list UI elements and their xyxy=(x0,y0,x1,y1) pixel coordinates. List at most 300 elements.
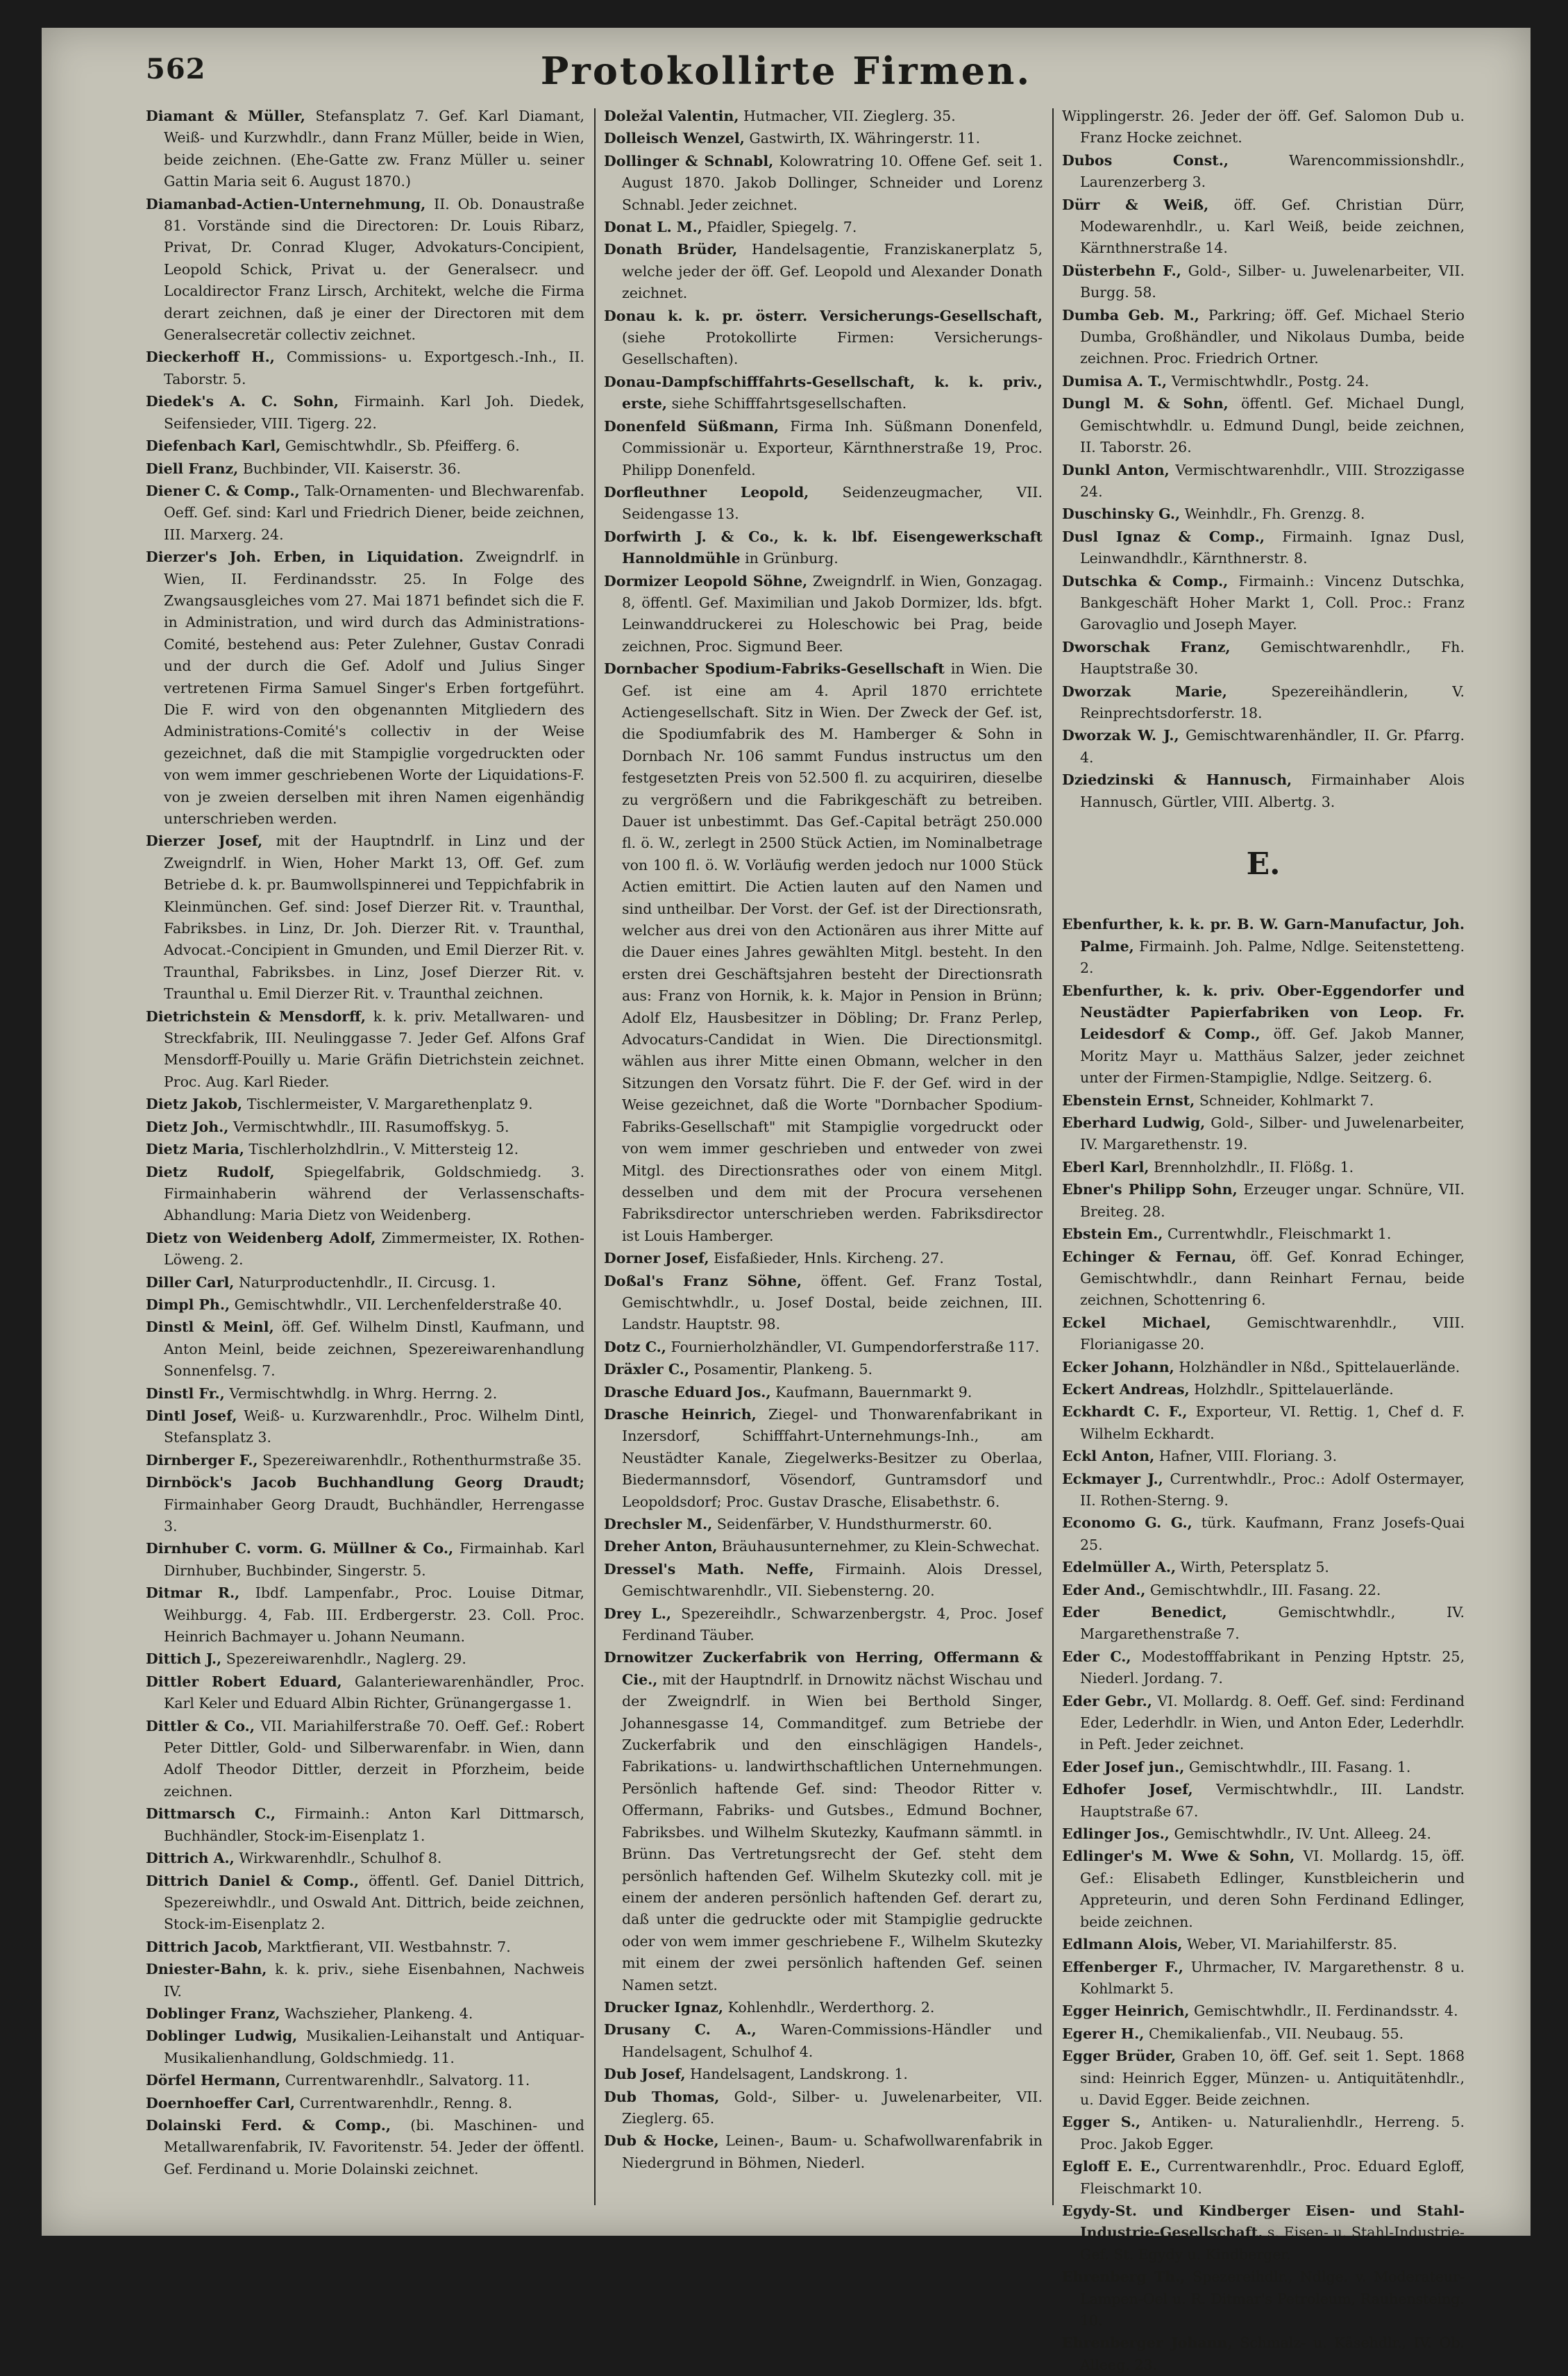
firm-name: Dieckerhoff H., xyxy=(146,349,275,366)
firm-entry xyxy=(1062,2111,1465,2155)
firm-details: Gemischtwhdlr., III. Fasang. 1. xyxy=(1188,1758,1411,1775)
firm-details: (siehe Protokollirte Firmen: Versicherungs-Gesellschaften). xyxy=(622,329,1043,368)
firm-details: Commissions- u. Exportgesch.-Inh., II. Taborstr. 5. xyxy=(164,349,584,387)
firm-details: öffentl. Gef. Daniel Dittrich, Spezereiwhdlr., und Oswald Ant. Dittrich, beide zeichnen, Stock-im-Eisenplatz 2. xyxy=(164,1872,584,1933)
firm-name: Doernhoeffer Carl, xyxy=(146,2094,295,2111)
firm-name: Diedek's A. C. Sohn, xyxy=(146,393,339,410)
firm-details: Warencommissionshdlr., Laurenzerberg 3. xyxy=(1080,151,1465,191)
column-right xyxy=(1062,106,1465,2373)
firm-entry xyxy=(1062,914,1465,979)
firm-details: Gemischtwhdlr., IV. Margarethenstraße 7. xyxy=(1080,1604,1465,1643)
firm-details: Currentwarenhdlr., Salvatorg. 11. xyxy=(285,2072,530,2089)
firm-name: Eckl Anton, xyxy=(1062,1448,1155,1465)
firm-name: Doblinger Franz, xyxy=(146,2005,280,2022)
firm-entry xyxy=(1062,1779,1465,1823)
firm-name: Dittrich Jacob, xyxy=(146,1938,263,1955)
firm-entry xyxy=(1062,1580,1465,1601)
firm-details: VI. Mollardg. 8. Oeff. Gef. sind: Ferdinand Eder, Lederhdlr. in Wien, und Anton Eder, Lederhdlr. in Peft. Jeder zeichnet. xyxy=(1080,1692,1465,1753)
firm-details: Holzhdlr., Spittelauerlände. xyxy=(1194,1380,1394,1398)
firm-details: Gold-, Silber- u. Juwelenarbeiter, VII. Burgg. 58. xyxy=(1080,262,1465,301)
firm-name: Eckmayer J., xyxy=(1062,1470,1163,1487)
firm-name: Dietz von Weidenberg Adolf, xyxy=(146,1229,376,1246)
firm-name: Dub Thomas, xyxy=(604,2088,720,2105)
firm-name: Ditmar R., xyxy=(146,1584,240,1602)
firm-entry xyxy=(604,2019,1043,2063)
firm-details: Vermischtwarenhdlr., VIII. Strozzigasse 24. xyxy=(1080,461,1465,500)
firm-name: Edlmann Alois, xyxy=(1062,1936,1183,1953)
firm-entry xyxy=(1062,503,1465,525)
firm-name: Dietz Maria, xyxy=(146,1141,244,1158)
firm-name: Drasche Heinrich, xyxy=(604,1405,757,1423)
firm-entry xyxy=(146,480,584,546)
firm-entry xyxy=(604,658,1043,1247)
firm-details: Chemikalienfab., VII. Neubaug. 55. xyxy=(1148,2025,1404,2042)
firm-entry xyxy=(146,1959,584,2002)
firm-name: Dornbacher Spodium-Fabriks-Gesellschaft xyxy=(604,660,945,678)
firm-details: Hutmacher, VII. Zieglerg. 35. xyxy=(743,108,956,124)
firm-entry xyxy=(604,371,1043,415)
firm-entry xyxy=(1062,393,1465,458)
firm-entry xyxy=(1062,1446,1465,1467)
firm-details: Antiken- u. Naturalienhdlr., Herreng. 5. Proc. Jakob Egger. xyxy=(1080,2114,1465,2152)
firm-details: Firmainh. Karl Joh. Diedek, Seifensieder, VIII. Tigerg. 22. xyxy=(164,393,584,432)
firm-details: Gold-, Silber- und Juwelenarbeiter, IV. Margarethenstr. 19. xyxy=(1080,1114,1465,1153)
firm-details: s. Eisen- u. Stahl-Industrie-Gef. St. Egydy u. Kindberger. xyxy=(1080,2224,1465,2263)
firm-entry xyxy=(1062,460,1465,503)
firm-entry xyxy=(146,346,584,390)
firm-details: öff. Gef. Jakob Manner, Moritz Mayr u. Matthäus Salzer, jeder zeichnet unter der Firmen-Stampiglie, Ndlge. Seitzerg. 6. xyxy=(1080,1026,1465,1087)
firm-name: Dierzer's Joh. Erben, in Liquidation. xyxy=(146,549,464,566)
firm-details: Handelsagent, Landskrong. 1. xyxy=(690,2066,908,2083)
firm-entry xyxy=(1062,2200,1465,2266)
firm-name: Dotz C., xyxy=(604,1338,666,1355)
firm-entry xyxy=(146,1383,584,1405)
firm-details: Gemischtwhdlr., VII. Lerchenfelderstraße 40. xyxy=(234,1296,562,1313)
firm-name: Dorfleuthner Leopold, xyxy=(604,483,809,501)
firm-name: Ecker Johann, xyxy=(1062,1358,1174,1375)
firm-name: Eder C., xyxy=(1062,1648,1131,1665)
firm-name: Diener C. & Comp., xyxy=(146,482,300,499)
firm-details: Naturproductenhdlr., II. Circusg. 1. xyxy=(238,1273,496,1291)
firm-entry xyxy=(1062,2266,1465,2332)
firm-entry xyxy=(1062,1934,1465,1955)
firm-entry xyxy=(146,1716,584,1803)
firm-entry xyxy=(1062,526,1465,570)
firm-entry xyxy=(604,2130,1043,2174)
firm-details: Seidenzeugmacher, VII. Seidengasse 13. xyxy=(622,483,1043,523)
firm-entry xyxy=(146,1294,584,1316)
firm-details: Weiß- u. Kurzwarenhdlr., Proc. Wilhelm Dintl, Stefansplatz 3. xyxy=(164,1407,584,1446)
column-middle xyxy=(604,106,1043,2209)
firm-entry xyxy=(1062,371,1465,392)
firm-entry xyxy=(604,306,1043,371)
firm-name: Dittrich A., xyxy=(146,1850,235,1867)
firm-details: II. Ob. Donaustraße 81. Vorstände sind die Directoren: Dr. Louis Ribarz, Privat, Dr. Conrad Kluger, Advokaturs-Concipient, Leopold Schick, Privat u. der Generalsecr. und Localdirector Franz Lirsch, Architekt, welche die Firma derart zeichnen, daß je einer der Directoren mit dem Generalsecretär collectiv zeichnet. xyxy=(164,195,584,344)
firm-name: Eckert Andreas, xyxy=(1062,1380,1190,1398)
column-left xyxy=(146,106,584,2209)
firm-name: Donath Brüder, xyxy=(604,241,738,258)
firm-details: Talk-Ornamenten- und Blechwarenfab. Oeff. Gef. sind: Karl und Friedrich Diener, beide zeichnen, III. Marxerg. 24. xyxy=(164,482,584,543)
firm-entry xyxy=(1062,1179,1465,1223)
firm-entry xyxy=(146,1116,584,1138)
firm-details: Kolowratring 10. Offene Gef. seit 1. August 1870. Jakob Dollinger, Schneider und Lorenz Schnabl. Jeder zeichnet. xyxy=(622,152,1043,213)
firm-entry xyxy=(1062,1823,1465,1845)
firm-details: Bräuhausunternehmer, zu Klein-Schwechat. xyxy=(722,1538,1040,1555)
firm-name: Dirnböck's Jacob Buchhandlung Georg Draudt; xyxy=(146,1474,584,1491)
firm-details: Pfaidler, Spiegelg. 7. xyxy=(707,219,857,236)
firm-name: Eder And., xyxy=(1062,1581,1146,1598)
firm-details: Kohlenhdlr., Werderthorg. 2. xyxy=(727,1998,935,2016)
firm-entry xyxy=(604,1647,1043,1996)
firm-name: Dietz Rudolf, xyxy=(146,1163,275,1180)
firm-details: Weber, VI. Mariahilferstr. 85. xyxy=(1187,1936,1397,1953)
firm-details: Firmainh. Joh. Palme, Ndlge. Seitenstetteng. 2. xyxy=(1080,937,1465,977)
firm-name: Dorner Josef, xyxy=(604,1250,709,1267)
firm-entry xyxy=(146,435,584,457)
firm-entry xyxy=(604,1997,1043,2018)
firm-details: Vermischtwhdlr., III. Rasumoffskyg. 5. xyxy=(233,1118,509,1135)
firm-details: Firmainhab. Karl Dirnhuber, Buchbinder, Singerstr. 5. xyxy=(164,1540,584,1579)
firm-name: Düsterbehn F., xyxy=(1062,262,1181,279)
firm-name: Dürr & Weiß, xyxy=(1062,196,1209,213)
firm-entry xyxy=(1062,725,1465,769)
firm-name: Drucker Ignaz, xyxy=(604,1998,724,2016)
firm-name: Ebenstein Ernst, xyxy=(1062,1091,1195,1109)
firm-details: Spezereihändlerin, V. Reinprechtsdorferstr. 18. xyxy=(1080,683,1465,721)
firm-details: Currentwarenhdlr., Proc. Eduard Egloff, Fleischmarkt 10. xyxy=(1080,2158,1465,2197)
firm-details: Gemischtwhdlr., Sb. Pfeifferg. 6. xyxy=(285,437,520,455)
firm-entry xyxy=(1062,1357,1465,1378)
firm-details: Gemischtwarenhändler, II. Gr. Pfarrg. 4. xyxy=(1080,727,1465,766)
firm-name: Egger S., xyxy=(1062,2114,1141,2131)
firm-entry xyxy=(146,830,584,1005)
firm-details: Vermischtwhdlr., III. Landstr. Hauptstraße 67. xyxy=(1080,1781,1465,1820)
firm-name: Dittich J., xyxy=(146,1650,222,1668)
firm-entry xyxy=(1062,1157,1465,1178)
firm-details: VII. Mariahilferstraße 70. Oeff. Gef.: Robert Peter Dittler, Gold- und Silberwarenfabr. in Wien, dann Adolf Theodor Dittler, derzeit in Pforzheim, beide zeichnen. xyxy=(164,1717,584,1800)
firm-entry xyxy=(1062,1602,1465,1646)
firm-name: Dungl M. & Sohn, xyxy=(1062,395,1229,412)
firm-entry xyxy=(146,391,584,435)
firm-details: VI. Mollardg. 15, öff. Gef.: Elisabeth Edlinger, Kunstbleicherin und Appreteurin, und deren Sohn Ferdinand Edlinger, beide zeichnen. xyxy=(1080,1848,1465,1930)
firm-name: Diamanbad-Actien-Unternehmung, xyxy=(146,195,426,212)
firm-entry xyxy=(604,2086,1043,2130)
firm-details: Marktfierant, VII. Westbahnstr. 7. xyxy=(267,1938,511,1955)
firm-details: Posamentir, Plankeng. 5. xyxy=(693,1361,873,1378)
directory-columns xyxy=(146,106,1465,2373)
firm-entry xyxy=(1062,2000,1465,2022)
firm-details: Tischlermeister, V. Margarethenplatz 9. xyxy=(246,1096,533,1113)
firm-name: Dworschak Franz, xyxy=(1062,638,1231,655)
firm-name: Dniester-Bahn, xyxy=(146,1961,267,1978)
firm-details: Schneider, Kohlmarkt 7. xyxy=(1199,1091,1374,1109)
firm-details: Gold-, Silber- u. Juwelenarbeiter, VII. Zieglerg. 65. xyxy=(622,2088,1043,2127)
column-divider xyxy=(1052,108,1054,2205)
column-divider xyxy=(594,108,596,2205)
firm-name: Dittmarsch C., xyxy=(146,1805,276,1823)
firm-details: Vermischtwhdlr., Postg. 24. xyxy=(1171,372,1369,390)
firm-entry xyxy=(604,1559,1043,1603)
firm-details: (bi. Maschinen- und Metallwarenfabrik, IV. Favoritenstr. 54. Jeder der öffentl. Gef. Ferdinand u. Morie Dolainski zeichnet. xyxy=(164,2116,584,2177)
firm-name: Doležal Valentin, xyxy=(604,108,739,124)
firm-entry xyxy=(604,1536,1043,1557)
firm-name: Dirnberger F., xyxy=(146,1451,258,1469)
firm-name: Dressel's Math. Neffe, xyxy=(604,1560,814,1578)
firm-name: Eder Gebr., xyxy=(1062,1692,1152,1709)
firm-details: Handelsagentie, Franziskanerplatz 5, welche jeder der öff. Gef. Leopold und Alexander Donath zeichnet. xyxy=(622,241,1043,302)
firm-name: Dub & Hocke, xyxy=(604,2132,719,2150)
firm-details: Spezereiwarenhdlr., Naglerg. 29. xyxy=(226,1650,466,1668)
firm-name: Duschinsky G., xyxy=(1062,505,1181,523)
firm-name: Donat L. M., xyxy=(604,219,702,236)
firm-name: Dub Josef, xyxy=(604,2066,686,2083)
firm-entry xyxy=(1062,1846,1465,1933)
firm-details: Holzhändler in Nßd., Spittelauerlände. xyxy=(1179,1358,1460,1375)
firm-entry xyxy=(146,2070,584,2091)
page-title: Protokollirte Firmen. xyxy=(540,49,1032,93)
firm-details: Currentwhdlr., Fleischmarkt 1. xyxy=(1167,1225,1392,1243)
firm-entry xyxy=(1062,150,1465,194)
firm-name: Dittrich Daniel & Comp., xyxy=(146,1872,360,1889)
firm-details: Exporteur, VI. Rettig. 1, Chef d. F. Wilhelm Eckhardt. xyxy=(1080,1403,1465,1442)
firm-entry xyxy=(604,106,1043,127)
firm-entry xyxy=(1062,1557,1465,1578)
firm-name: Egger Brüder, xyxy=(1062,2048,1177,2065)
firm-entry xyxy=(146,2003,584,2025)
firm-name: Dittler & Co., xyxy=(146,1717,255,1734)
firm-name: Echinger & Fernau, xyxy=(1062,1248,1237,1265)
firm-details: Wirth, Petersplatz 5. xyxy=(1180,1559,1329,1576)
firm-entry xyxy=(1062,980,1465,1089)
firm-details: Firmainh. Ignaz Dusl, Leinwandhdlr., Kärnthnerstr. 8. xyxy=(1080,528,1465,567)
firm-name: Dintl Josef, xyxy=(146,1407,237,1424)
firm-details: Firmainhaber Alois Hannusch, Gürtler, VIII. Albertg. 3. xyxy=(1080,771,1465,810)
firm-details: Firmainh. Alois Dressel, Gemischtwarenhdlr., VII. Siebensterng. 20. xyxy=(622,1560,1043,1600)
firm-name: Dittler Robert Eduard, xyxy=(146,1673,342,1690)
firm-entry xyxy=(146,1803,584,1847)
firm-name: Effenberger F., xyxy=(1062,1958,1183,1975)
firm-entry xyxy=(1062,681,1465,725)
firm-entry xyxy=(146,1582,584,1648)
firm-name: Dräxler C., xyxy=(604,1361,690,1378)
firm-entry xyxy=(604,1248,1043,1269)
firm-entry xyxy=(1062,2023,1465,2045)
firm-name: Eder Benedict, xyxy=(1062,1604,1227,1621)
firm-entry xyxy=(604,1514,1043,1535)
firm-name: Doblinger Ludwig, xyxy=(146,2027,298,2045)
firm-name: Egydy-St. und Kindberger Eisen- und Stahl-Industrie-Gesellschaft, xyxy=(1062,2202,1465,2241)
firm-entry xyxy=(604,1271,1043,1336)
firm-details: Hafner, VIII. Floriang. 3. xyxy=(1158,1448,1338,1465)
firm-name: Dietz Jakob, xyxy=(146,1096,243,1113)
firm-details: Seidenfärber, V. Hundsthurmerstr. 60. xyxy=(716,1516,993,1532)
firm-entry xyxy=(604,217,1043,238)
firm-entry xyxy=(604,482,1043,526)
firm-entry xyxy=(1062,2156,1465,2200)
firm-name: Dolainski Ferd. & Comp., xyxy=(146,2116,391,2134)
firm-details: Wipplingerstr. 26. Jeder der öff. Gef. Salomon Dub u. Franz Hocke zeichnet. xyxy=(1062,108,1465,147)
firm-entry xyxy=(604,1404,1043,1513)
firm-details: Brennholzhdlr., II. Flößg. 1. xyxy=(1154,1158,1354,1176)
firm-details: Gastwirth, IX. Währingerstr. 11. xyxy=(749,130,981,147)
firm-entry xyxy=(604,151,1043,216)
firm-details: Fournierholzhändler, VI. Gumpendorferstraße 117. xyxy=(671,1338,1040,1355)
section-letter-heading: E. xyxy=(1246,846,1281,882)
firm-name: Edelmüller A., xyxy=(1062,1559,1177,1576)
firm-name: Doßal's Franz Söhne, xyxy=(604,1272,802,1289)
firm-entry xyxy=(1062,2045,1465,2111)
firm-name: Ehrenberg Th., xyxy=(1062,2268,1186,2286)
firm-entry xyxy=(1062,1379,1465,1400)
firm-name: Edlinger Jos., xyxy=(1062,1825,1170,1843)
firm-details: Zweigndrlf. in Wien, II. Ferdinandsstr. 25. In Folge des Zwangsausgleiches vom 27. Mai 1871 befindet sich die F. in Administration, und wird durch das Administrations-Comité, bestehend aus: Peter Zulehner, Gustav Conradi und der durch die Gef. Adolf und Julius Singer vertretenen Firma Samuel Singer's Erben fortgeführt. Die F. wird von den obgenannten Mitgliedern des Administrations-Comité's collectiv in der Weise gezeichnet, daß die mit Stampiglie vorgedruckten oder von wem immer geschriebenen Worte der Liquidations-F. von je zweien derselben mit ihren Namen eigenhändig unterschrieben werden. xyxy=(164,549,584,827)
firm-entry xyxy=(146,1316,584,1382)
firm-name: Ehrenberger Johann, xyxy=(1062,2334,1233,2352)
firm-name: Dutschka & Comp., xyxy=(1062,572,1229,589)
firm-entry xyxy=(146,106,584,193)
firm-name: Dumba Geb. M., xyxy=(1062,306,1199,324)
firm-entry xyxy=(604,128,1043,149)
firm-entry xyxy=(146,2093,584,2114)
firm-entry xyxy=(604,239,1043,304)
firm-details: siehe Schifffahrtsgesellschaften. xyxy=(671,395,907,412)
firm-entry xyxy=(146,194,584,346)
firm-name: Egerer H., xyxy=(1062,2025,1145,2042)
firm-name: Dorfwirth J. & Co., k. k. lbf. Eisengewerkschaft Hannoldmühle xyxy=(604,528,1043,567)
firm-entry xyxy=(146,1648,584,1670)
firm-name: Eberl Karl, xyxy=(1062,1158,1149,1176)
firm-details: Wachszieher, Plankeng. 4. xyxy=(285,2005,473,2022)
firm-name: Dörfel Hermann, xyxy=(146,2072,281,2089)
firm-details: Eisfaßieder, Hnls. Kircheng. 27. xyxy=(714,1250,944,1267)
firm-details: öff. Gef. Konrad Echinger, Gemischtwhdlr., dann Reinhart Fernau, beide zeichnen, Schottenring 6. xyxy=(1080,1248,1465,1309)
firm-entry xyxy=(1062,1246,1465,1312)
firm-name: Eckel Michael, xyxy=(1062,1314,1211,1331)
firm-details: öff. Gef. Christian Dürr, Modewarenhdlr., u. Karl Weiß, beide zeichnen, Kärnthnerstraße 14. xyxy=(1080,196,1465,257)
firm-name: Dollinger & Schnabl, xyxy=(604,152,774,169)
firm-name: Ebner's Philipp Sohn, xyxy=(1062,1181,1238,1198)
firm-details: öff. Gef. Wilhelm Dinstl, Kaufmann, und Anton Meinl, beide zeichnen, Spezereiwarenhandlung Sonnenfelsg. 7. xyxy=(164,1319,584,1380)
firm-details: Gemischtwarenhdlr., VIII. Florianigasse 20. xyxy=(1080,1314,1465,1353)
firm-entry xyxy=(604,416,1043,481)
firm-details: Stefansplatz 7. Gef. Karl Diamant, Weiß- und Kurzwhdlr., dann Franz Müller, beide in Wien, beide zeichnen. (Ehe-Gatte zw. Franz Müller u. seiner Gattin Maria seit 6. August 1870.) xyxy=(164,108,584,190)
firm-entry xyxy=(604,1359,1043,1380)
firm-entry xyxy=(1062,571,1465,636)
firm-name: Edhofer Josef, xyxy=(1062,1781,1193,1798)
firm-details: Buchbinder, VII. Kaiserstr. 36. xyxy=(242,460,461,477)
firm-entry xyxy=(1062,1646,1465,1690)
page-header xyxy=(42,28,1531,104)
firm-name: Ebenfurther, k. k. priv. Ober-Eggendorfer und Neustädter Papierfabriken von Leop. Fr. Leidesdorf & Comp., xyxy=(1062,982,1465,1043)
firm-entry xyxy=(146,1272,584,1294)
firm-details: Spezereihdlr., Ndlge. v. Moderateur-Lampen-Oel u. R. Ditmar's Petroleum, Rauhensteing. 10. xyxy=(1080,2268,1465,2329)
firm-entry xyxy=(146,1472,584,1537)
firm-name: Dietrichstein & Mensdorff, xyxy=(146,1007,366,1025)
firm-entry xyxy=(146,1936,584,1958)
firm-name: Dusl Ignaz & Comp., xyxy=(1062,528,1265,545)
firm-name: Dirnhuber C. vorm. G. Müllner & Co., xyxy=(146,1540,454,1557)
firm-name: Dinstl Fr., xyxy=(146,1384,225,1402)
firm-details: Kaufmann, Bauernmarkt 9. xyxy=(775,1383,972,1400)
firm-entry xyxy=(604,1603,1043,1647)
firm-entry xyxy=(1062,1223,1465,1245)
firm-entry xyxy=(1062,305,1465,370)
firm-details: Currentwarenhdlr., Renng. 8. xyxy=(299,2094,513,2111)
firm-entry xyxy=(1062,1312,1465,1356)
firm-details: Modestofffabrikant in Penzing Hptstr. 25, Niederl. Jordang. 7. xyxy=(1080,1648,1465,1687)
firm-name: Dubos Const., xyxy=(1062,151,1229,169)
firm-details: Ibdf. Lampenfabr., Proc. Louise Ditmar, Weihburgg. 4, Fab. III. Erdbergerstr. 23. Coll. Proc. Heinrich Bachmayer u. Johann Neumann. xyxy=(164,1584,584,1646)
firm-entry xyxy=(1062,106,1465,149)
firm-name: Donenfeld Süßmann, xyxy=(604,417,779,435)
firm-details: Spezereihdlr., Schwarzenbergstr. 4, Proc. Josef Ferdinand Täuber. xyxy=(622,1605,1043,1644)
firm-name: Donau-Dampfschifffahrts-Gesellschaft, k. k. priv., erste, xyxy=(604,373,1043,412)
firm-name: Egloff E. E., xyxy=(1062,2158,1161,2175)
firm-entry xyxy=(146,1848,584,1869)
firm-name: Eder Josef jun., xyxy=(1062,1758,1185,1775)
firm-name: Drechsler M., xyxy=(604,1516,713,1532)
firm-name: Dreher Anton, xyxy=(604,1538,718,1555)
firm-name: Dimpl Ph., xyxy=(146,1296,230,1313)
firm-entry xyxy=(146,1139,584,1160)
firm-name: Dworzak Marie, xyxy=(1062,683,1227,700)
firm-entry xyxy=(146,1405,584,1449)
firm-details: Gemischtwhdlr., IV. Unt. Alleeg. 24. xyxy=(1174,1825,1431,1843)
firm-name: Dziedzinski & Hannusch, xyxy=(1062,771,1292,789)
firm-details: mit der Hauptndrlf. in Linz und der Zweigndrlf. in Wien, Hoher Markt 13, Off. Gef. zum Betriebe d. k. pr. Baumwollspinnerei und Teppichfabrik in Kleinmünchen. Gef. sind: Josef Dierzer Rit. v. Traunthal, Fabriksbes. in Linz, Dr. Joh. Dierzer Rit. v. Traunthal, Advocat.-Concipient in Gmunden, und Emil Dierzer Rit. v. Traunthal, Fabriksbes. in Linz, Josef Dierzer Rit. v. Traunthal u. Emil Dierzer Rit. v. Traunthal zeichnen. xyxy=(164,833,584,1003)
firm-entry xyxy=(146,1094,584,1115)
directory-page xyxy=(42,28,1531,2373)
firm-entry xyxy=(146,1871,584,1936)
firm-details: Galanteriewarenhändler, Proc. Karl Keler und Eduard Albin Richter, Grünangergasse 1. xyxy=(164,1673,584,1712)
firm-entry xyxy=(1062,1691,1465,1756)
firm-entry xyxy=(146,2115,584,2180)
firm-name: Dierzer Josef, xyxy=(146,833,263,850)
firm-entry xyxy=(1062,637,1465,680)
firm-entry xyxy=(146,1006,584,1094)
firm-details: in Wien. Die Gef. ist eine am 4. April 1870 errichtete Actiengesellschaft. Sitz in Wien. Der Zweck der Gef. ist, die Spodiumfabrik des M. Hamberger & Sohn in Dornbach Nr. 106 sammt Fundus instructus um den festgesetzten Preis von 52.500 fl. zu acquiriren, dieselbe zu vergrößern und die Fabrikgeschäft zu betreiben. Dauer ist unbestimmt. Das Gef.-Capital beträgt 250.000 fl. ö. W., zerlegt in 2500 Stück Actien, im Nominalbetrage von 100 fl. ö. W. Vorläufig werden jedoch nur 1000 Stück Actien emittirt. Die Actien lauten auf den Namen und sind untheilbar. Der Vorst. der Gef. ist der Directionsrath, welcher aus drei von den Actionären aus ihrer Mitte auf die Dauer eines Jahres gewählten Mitgl. besteht. In den ersten drei Geschäftsjahren besteht der Directionsrath aus: Franz von Hornik, k. k. Major in Pension in Brünn; Adolf Elz, Hausbesitzer in Döbling; Dr. Franz Perlep, Advocaturs-Candidat in Wien. Die Directionsmitgl. wählen aus ihrer Mitte einen Obmann, welcher in den Sitzungen den Vorsatz führt. Die F. der Gef. wird in der Weise gezeichnet, daß die Worte "Dornbacher Spodium-Fabriks-Gesellschaft" mit Stampiglie vorgedruckt oder von wem immer geschrieben und entweder von zwei Mitgl. des Directionsrathes oder von einem Mitgl. desselben und dem mit der Procura versehenen Fabriksdirector unterschrieben werden. Fabriksdirector ist Louis Hamberger. xyxy=(622,660,1043,1244)
firm-details: Erzeuger ungar. Schnüre, VII. Breiteg. 28. xyxy=(1080,1181,1465,1220)
firm-entry xyxy=(1062,1512,1465,1556)
firm-name: Diamant & Müller, xyxy=(146,108,305,124)
firm-entry xyxy=(1062,1757,1465,1778)
firm-entry xyxy=(146,458,584,480)
firm-entry xyxy=(604,571,1043,658)
firm-details: Zweigndrlf. in Wien, Gonzagag. 8, öffentl. Gef. Maximilian und Jakob Dormizer, lds. bfgt. Leinwanddruckerei zu Holeschowic bei Prag, beide zeichnen, Proc. Sigmund Beer. xyxy=(622,572,1043,655)
firm-entry xyxy=(604,1382,1043,1403)
firm-name: Drey L., xyxy=(604,1605,672,1622)
firm-details: Leinen-, Baum- u. Schafwollwarenfabrik in Niedergrund in Böhmen, Niederl. xyxy=(622,2132,1043,2171)
firm-name: Dietz Joh., xyxy=(146,1118,229,1135)
firm-details: k. k. priv. Metallwaren- und Streckfabrik, III. Neulinggasse 7. Jeder Gef. Alfons Graf Mensdorff-Pouilly u. Marie Gräfin Dietrichstein zeichnet. Proc. Aug. Karl Rieder. xyxy=(164,1007,584,1090)
firm-entry xyxy=(1062,1469,1465,1512)
firm-entry xyxy=(146,1671,584,1715)
firm-details: in Grünburg. xyxy=(745,550,838,567)
firm-name: Diller Carl, xyxy=(146,1273,235,1291)
firm-entry xyxy=(1062,1957,1465,2000)
firm-details: mit der Hauptndrlf. in Drnowitz nächst Wischau und der Zweigndrlf. in Wien bei Berthold Singer, Johannesgasse 14, Commanditgef. zum Betriebe der Zuckerfabrik und den einschlägigen Handels-, Fabrikations- u. landwirthschaftlichen Unternehmungen. Persönlich haftende Gef. sind: Theodor Ritter v. Offermann, Fabriks- und Gutsbes., Edmund Bochner, Fabriksbes. und Wilhelm Skutezky, Kaufmann sämmtl. in Brünn. Das Vertretungsrecht der Gef. steht dem persönlich haftenden Gef. Wilhelm Skutezky coll. mit je einem der anderen persönlich haftenden Gef. derart zu, daß unter die gedruckte oder mit Stampiglie gedruckte oder von wem immer geschriebene F., Wilhelm Skutezky mit einem der zwei persönlich haftenden Gef. seinen Namen setzt. xyxy=(622,1671,1043,1993)
firm-entry xyxy=(1062,1401,1465,1445)
firm-details: Zimmermeister, IX. Rothen-Löweng. 2. xyxy=(164,1229,584,1269)
firm-name: Dormizer Leopold Söhne, xyxy=(604,572,808,589)
firm-name: Edlinger's M. Wwe & Sohn, xyxy=(1062,1848,1295,1865)
firm-details: Gemischtwarenhdlr., Fh. Hauptstraße 30. xyxy=(1080,638,1465,678)
firm-details: Schmalz- u. Käsehdlr., IV. Ob. Alleeg. 23. xyxy=(1080,2334,1465,2373)
firm-details: Waren-Commissions-Händler und Handelsagent, Schulhof 4. xyxy=(622,2021,1043,2060)
firm-details: Parkring; öff. Gef. Michael Sterio Dumba, Großhändler, und Nikolaus Dumba, beide zeichnen. Proc. Friedrich Ortner. xyxy=(1080,306,1465,367)
firm-name: Dworzak W. J., xyxy=(1062,727,1179,744)
page-number: 562 xyxy=(146,53,206,85)
